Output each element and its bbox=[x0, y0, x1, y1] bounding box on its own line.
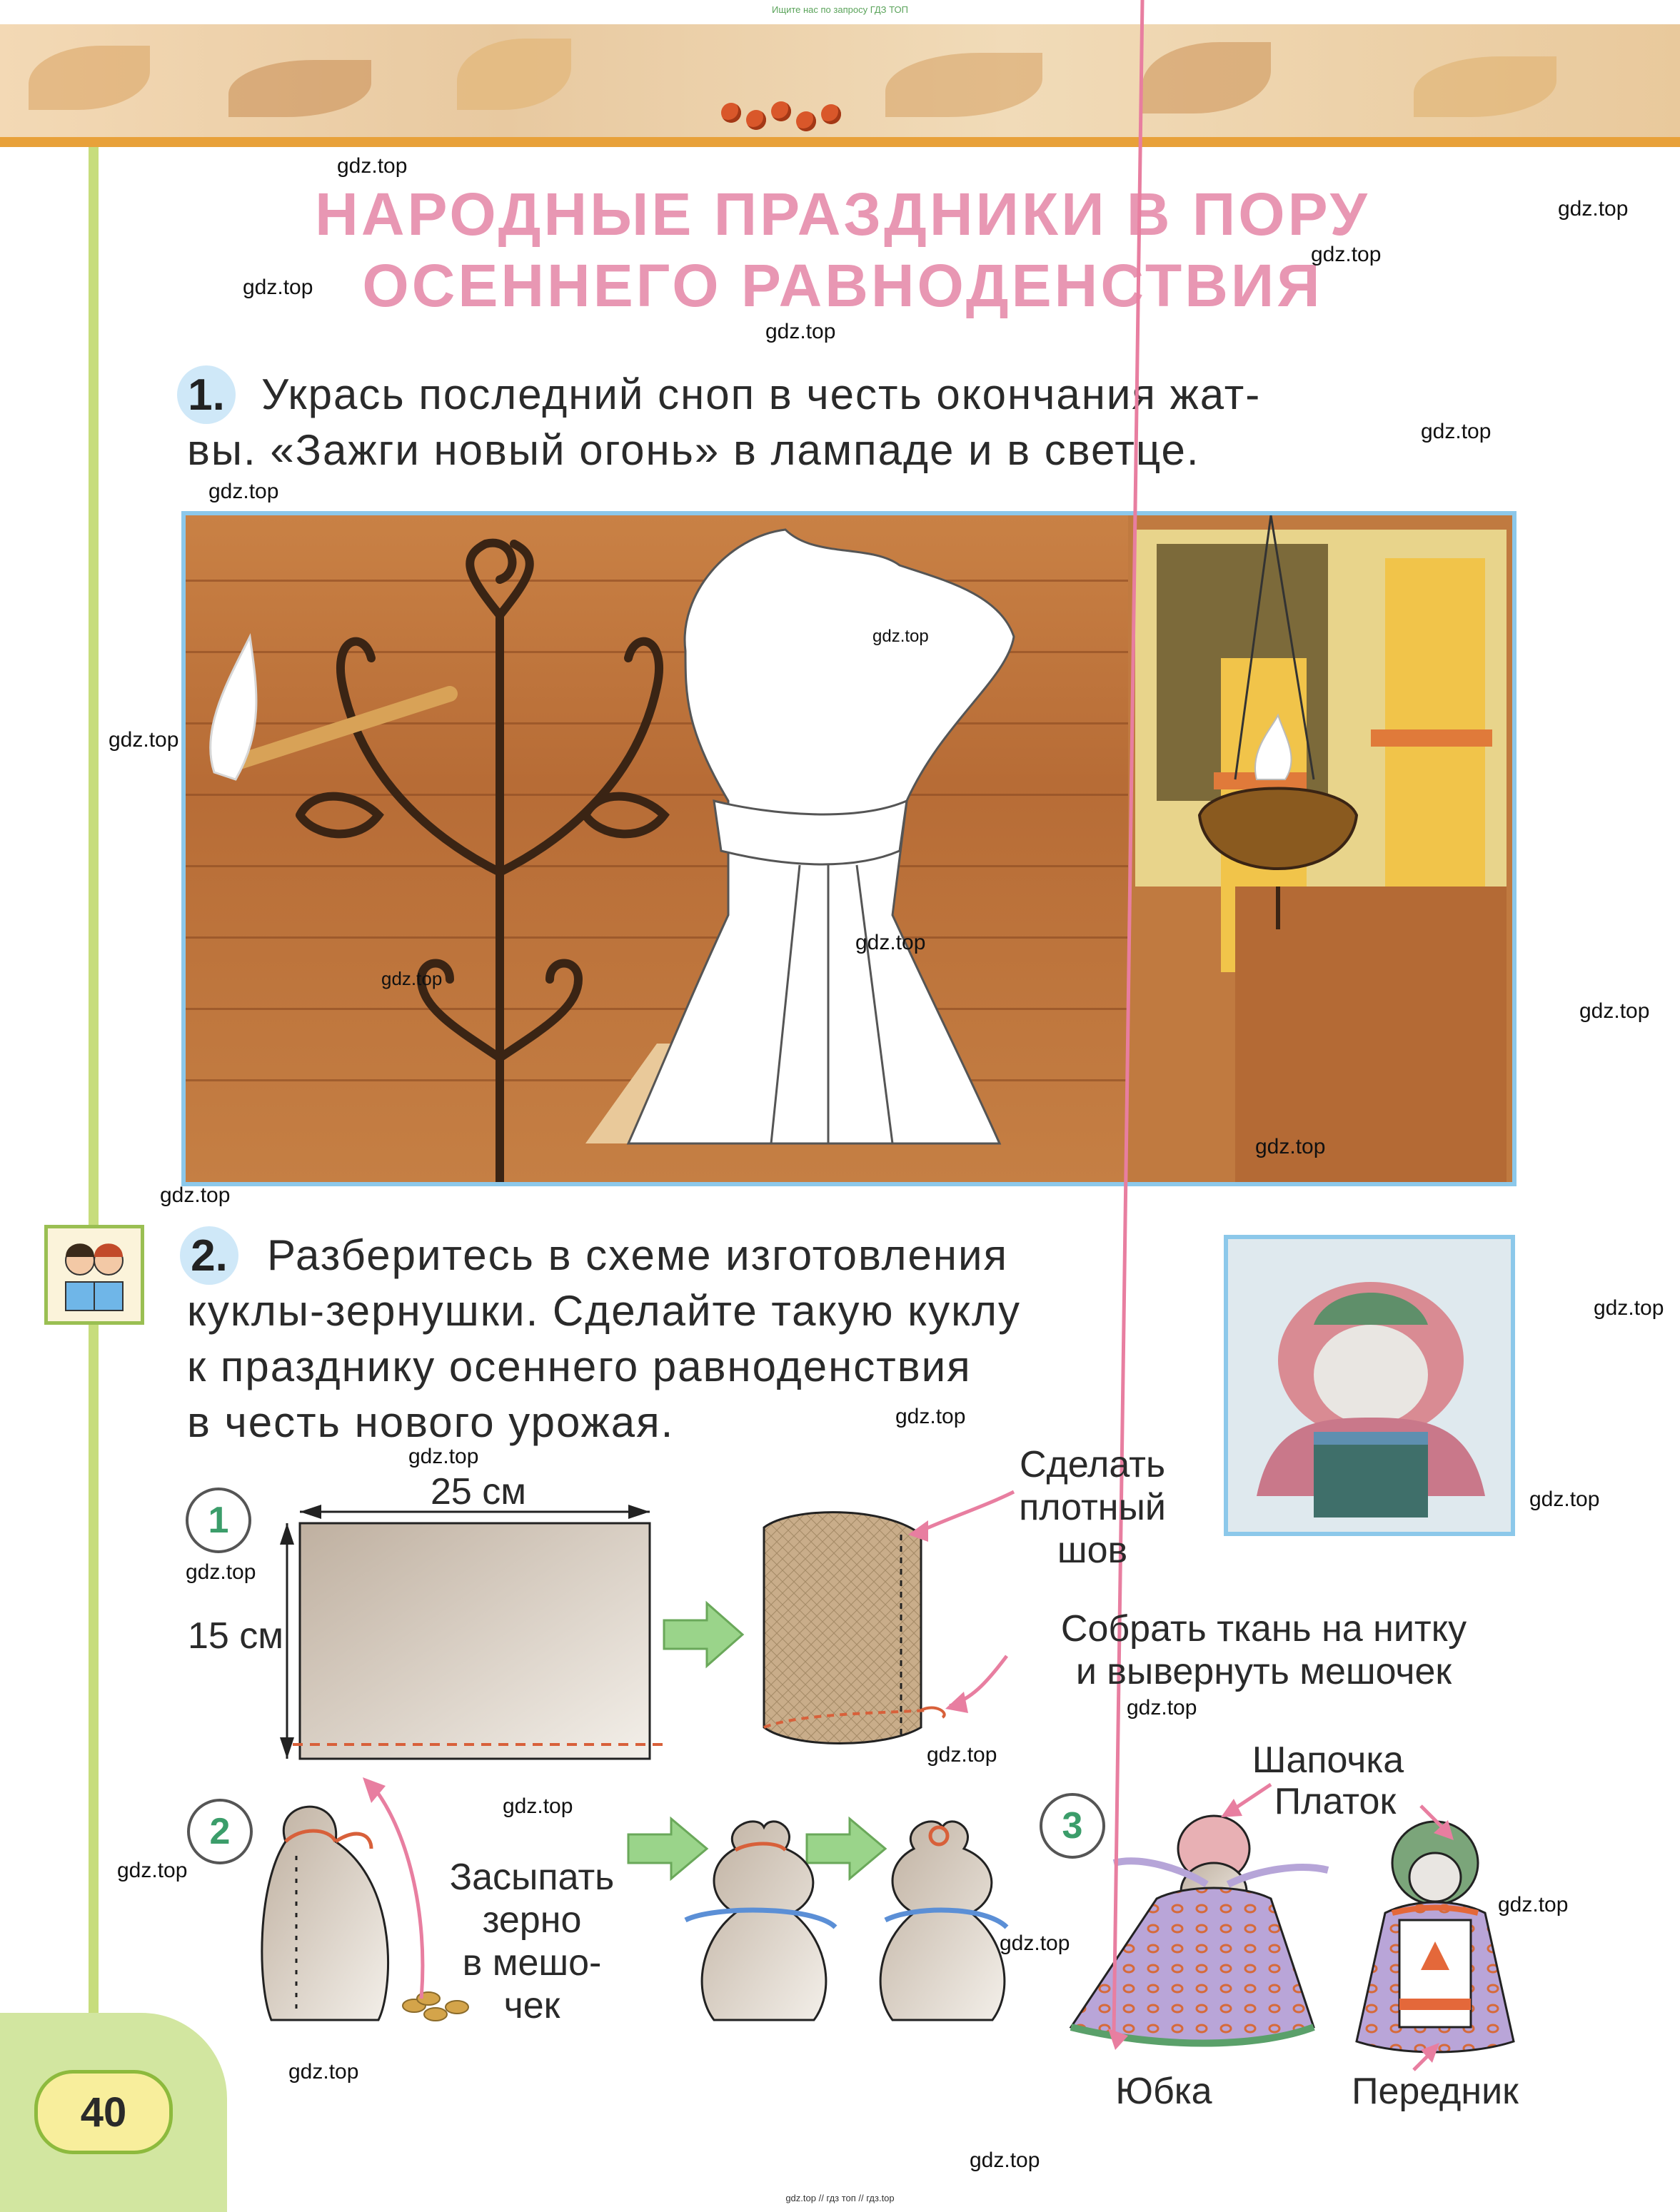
step1-badge: 1 bbox=[186, 1488, 251, 1553]
kerchief-label: Платок bbox=[1274, 1781, 1397, 1822]
arrow-right-icon bbox=[628, 1819, 707, 1879]
doll-with-apron bbox=[1357, 1822, 1514, 2052]
watermark: gdz.top bbox=[408, 1445, 479, 1468]
width-label: 25 см bbox=[430, 1471, 527, 1512]
top-note: Ищите нас по запросу ГДЗ ТОП bbox=[772, 4, 908, 15]
watermark: gdz.top bbox=[1498, 1893, 1569, 1916]
step3-badge: 3 bbox=[1040, 1793, 1105, 1859]
task2-line3: к празднику осеннего равноденствия bbox=[187, 1343, 972, 1390]
task2-line4: в честь нового урожая. bbox=[187, 1398, 675, 1446]
watermark: gdz.top bbox=[381, 968, 443, 989]
watermark: gdz.top bbox=[1529, 1488, 1600, 1511]
watermark: gdz.top bbox=[970, 2148, 1040, 2172]
fill-label-line3: в мешо- bbox=[462, 1942, 602, 1984]
watermark: gdz.top bbox=[855, 931, 926, 954]
task1-number: 1. bbox=[177, 365, 236, 424]
watermark: gdz.top bbox=[872, 627, 929, 646]
gather-label-line1: Собрать ткань на нитку bbox=[1060, 1608, 1467, 1650]
task1-line1: Укрась последний сноп в честь окончания жат- bbox=[261, 370, 1262, 418]
apron-label: Передник bbox=[1352, 2071, 1519, 2112]
fabric-rectangle bbox=[280, 1505, 664, 1759]
watermark: gdz.top bbox=[1579, 999, 1650, 1023]
task2-line1: Разберитесь в схеме изготовления bbox=[267, 1231, 1008, 1279]
doll-with-skirt bbox=[1071, 1816, 1328, 2044]
arrow-right-icon bbox=[807, 1819, 885, 1879]
watermark: gdz.top bbox=[186, 1560, 256, 1584]
watermark: gdz.top bbox=[1127, 1696, 1197, 1719]
bottom-note: gdz.top // гдз топ // гдз.top bbox=[785, 2193, 895, 2203]
watermark: gdz.top bbox=[208, 480, 279, 503]
seam-label-line2: плотный bbox=[1019, 1487, 1166, 1528]
watermark: gdz.top bbox=[895, 1405, 966, 1428]
fill-label-line4: чек bbox=[503, 1985, 560, 2026]
page-title-line2: ОСЕННЕГО РАВНОДЕНСТВИЯ bbox=[362, 252, 1323, 319]
watermark: gdz.top bbox=[1000, 1931, 1070, 1955]
watermark: gdz.top bbox=[1421, 420, 1492, 443]
gather-label-line2: и вывернуть мешочек bbox=[1075, 1651, 1452, 1692]
task2-number: 2. bbox=[180, 1226, 238, 1285]
fill-label-line1: Засыпать bbox=[449, 1857, 615, 1898]
watermark: gdz.top bbox=[160, 1183, 231, 1207]
page-title-line1: НАРОДНЫЕ ПРАЗДНИКИ В ПОРУ bbox=[315, 181, 1370, 248]
watermark: gdz.top bbox=[927, 1743, 997, 1767]
height-label: 15 см bbox=[187, 1615, 284, 1657]
watermark: gdz.top bbox=[1594, 1296, 1664, 1320]
arrow-right-icon bbox=[664, 1603, 743, 1666]
watermark: gdz.top bbox=[109, 728, 179, 752]
page-number: 40 bbox=[34, 2070, 173, 2154]
watermark: gdz.top bbox=[288, 2060, 359, 2084]
skirt-label: Юбка bbox=[1115, 2071, 1212, 2112]
watermark: gdz.top bbox=[1255, 1135, 1326, 1158]
seam-label-line1: Сделать bbox=[1019, 1444, 1166, 1485]
tied-bag-2 bbox=[880, 1822, 1007, 2020]
watermark: gdz.top bbox=[1558, 197, 1629, 221]
watermark: gdz.top bbox=[337, 154, 408, 178]
task1-line2: вы. «Зажги новый огонь» в лампаде и в светце. bbox=[187, 426, 1200, 474]
sewn-tube bbox=[764, 1512, 945, 1744]
task2-line2: куклы-зернушки. Сделайте такую куклу bbox=[187, 1287, 1021, 1335]
seam-label-line3: шов bbox=[1057, 1530, 1128, 1571]
watermark: gdz.top bbox=[117, 1859, 188, 1882]
watermark: gdz.top bbox=[243, 276, 313, 299]
watermark: gdz.top bbox=[503, 1794, 573, 1818]
watermark: gdz.top bbox=[765, 320, 836, 343]
step2-badge: 2 bbox=[187, 1799, 253, 1864]
cap-label: Шапочка bbox=[1252, 1739, 1404, 1781]
fill-label-line2: зерно bbox=[482, 1899, 582, 1941]
watermark: gdz.top bbox=[1311, 243, 1382, 266]
